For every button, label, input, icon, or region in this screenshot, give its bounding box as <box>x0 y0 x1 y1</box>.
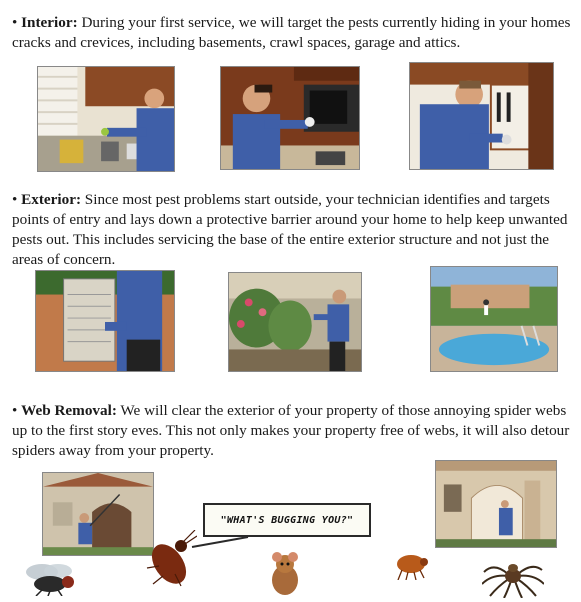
exterior-heading: Exterior: <box>21 191 81 208</box>
fly-icon <box>20 562 82 596</box>
interior-photo-microwave <box>220 66 360 170</box>
cockroach-icon <box>145 530 197 588</box>
exterior-bullet: • <box>12 191 18 208</box>
interior-paragraph <box>12 13 572 53</box>
web-removal-text: We will clear the exterior of your property of those annoying spider webs up to the first story eves. This not only makes your property free of webs, it will also detour spiders away from your property. <box>12 402 570 459</box>
exterior-paragraph <box>12 190 572 270</box>
spider-icon <box>482 556 544 598</box>
web-removal-paragraph <box>12 401 572 461</box>
exterior-photo-garden <box>228 272 362 372</box>
whats-bugging-you-sign <box>203 503 371 537</box>
web-removal-photo-archway <box>435 460 557 548</box>
web-removal-bullet: • <box>12 402 18 419</box>
exterior-photo-ac-unit <box>35 270 175 372</box>
mouse-icon <box>268 550 302 598</box>
exterior-text: Since most pest problems start outside, your technician identifies and targets points of entry and lays down a protective barrier around your home to help keep unwanted pests out. This includes servicing the base of the entire exterior structure and not just the areas of concern. <box>12 191 568 268</box>
interior-photo-cabinet <box>409 62 554 170</box>
interior-bullet: • <box>12 14 18 31</box>
interior-text: During your first service, we will target the pests currently hiding in your homes cracks and crevices, including basements, crawl spaces, garage and attics. <box>12 14 571 51</box>
sign-text: "WHAT'S BUGGING YOU?" <box>220 514 354 526</box>
web-removal-heading: Web Removal: <box>21 402 117 419</box>
flea-icon <box>394 550 428 580</box>
interior-photo-kitchen <box>37 66 175 172</box>
sign-pointer <box>190 535 250 549</box>
exterior-photo-pool <box>430 266 558 372</box>
interior-heading: Interior: <box>21 14 78 31</box>
web-removal-photo-entryway <box>42 472 154 556</box>
